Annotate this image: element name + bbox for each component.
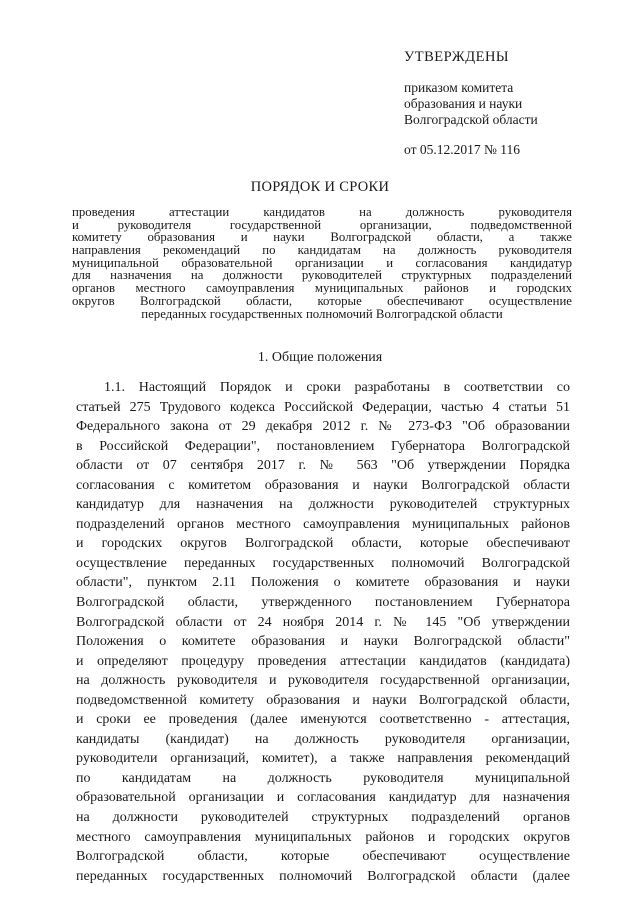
subtitle-line: для назначения на должности руководителей структурных подразделений: [72, 268, 572, 283]
subtitle-line: муниципальной образовательной организации и согласования кандидатур: [72, 255, 572, 270]
paragraph-1-1: [76, 378, 570, 886]
paragraph-line: и городских округов Волгоградской области, которые обеспечивают: [76, 536, 570, 552]
paragraph-line: Волгоградской области от 24 ноября 2014 г. № 145 "Об утверждении: [76, 614, 570, 630]
subtitle-line: округов Волгоградской области, которые обеспечивают осуществление: [72, 293, 572, 308]
paragraph-line: руководители организаций, комитет), а также направления рекомендаций: [76, 751, 570, 767]
paragraph-line: по кандидатам на должность руководителя муниципальной: [76, 770, 570, 786]
paragraph-line: Федерального закона от 29 декабря 2012 г. № 273-ФЗ "Об образовании: [76, 419, 570, 435]
document-title: ПОРЯДОК И СРОКИ: [250, 179, 390, 195]
approved-heading: УТВЕРЖДЕНЫ: [404, 49, 510, 65]
paragraph-line: образовательной организации и согласования кандидатур для назначения: [76, 790, 570, 806]
paragraph-line: Положения о комитете образования и науки Волгоградской области": [76, 634, 570, 650]
subtitle-line: направления рекомендаций по кандидатам на должность руководителя: [72, 243, 572, 258]
paragraph-line: области", пунктом 2.11 Положения о комитете образования и науки: [76, 575, 570, 591]
paragraph-line: на должность руководителя и руководителя государственной организации,: [76, 673, 570, 689]
paragraph-line: подведомственной комитету образования и науки Волгоградской области,: [76, 692, 570, 708]
subtitle-line: комитету образования и науки Волгоградской области, а также: [72, 230, 572, 245]
paragraph-line: и определяют процедуру проведения аттестации кандидатов (кандидата): [76, 653, 570, 669]
approval-stamp: [404, 48, 624, 158]
approval-order-block: [404, 80, 624, 128]
paragraph-line: согласования с комитетом образования и науки Волгоградской области: [76, 477, 570, 493]
paragraph-line: переданных государственных полномочий Волгоградской области (далее: [76, 868, 570, 884]
document-subtitle: [72, 206, 572, 320]
approval-line: приказом комитета: [404, 80, 514, 95]
paragraph-line: кандидатур для назначения на должности руководителей структурных: [76, 497, 570, 513]
subtitle-line: проведения аттестации кандидатов на должность руководителя: [72, 205, 572, 219]
paragraph-line: Волгоградской области, утвержденного постановлением Губернатора: [76, 595, 570, 611]
paragraph-line: и сроки ее проведения (далее именуются соответственно - аттестация,: [76, 712, 570, 728]
section-heading: 1. Общие положения: [257, 350, 383, 365]
paragraph-line: Волгоградской области, которые обеспечивают осуществление: [76, 849, 570, 865]
approval-line: образования и науки: [404, 96, 523, 111]
paragraph-line: местного самоуправления муниципальных районов и городских округов: [76, 829, 570, 845]
paragraph-line: в Российской Федерации", постановлением Губернатора Волгоградской: [76, 438, 570, 454]
approval-date: от 05.12.2017 № 116: [404, 142, 520, 157]
subtitle-line: органов местного самоуправления муниципальных районов и городских: [72, 281, 572, 296]
paragraph-line: 1.1. Настоящий Порядок и сроки разработаны в соответствии со: [104, 380, 570, 395]
approval-line: Волгоградской области: [404, 112, 538, 127]
paragraph-line: статьей 275 Трудового кодекса Российской Федерации, частью 4 статьи 51: [76, 399, 570, 415]
paragraph-line: подразделений органов местного самоуправления муниципальных районов: [76, 516, 570, 532]
subtitle-line: и руководителя государственной организации, подведомственной: [72, 217, 572, 232]
paragraph-line: осуществление переданных государственных полномочий Волгоградской: [76, 555, 570, 571]
subtitle-line: переданных государственных полномочий Волгоградской области: [141, 306, 503, 321]
paragraph-line: кандидаты (кандидат) на должность руководителя организации,: [76, 731, 570, 747]
paragraph-line: на должности руководителей структурных подразделений органов: [76, 810, 570, 826]
paragraph-line: области от 07 сентября 2017 г. № 563 "Об утверждении Порядка: [76, 458, 570, 474]
